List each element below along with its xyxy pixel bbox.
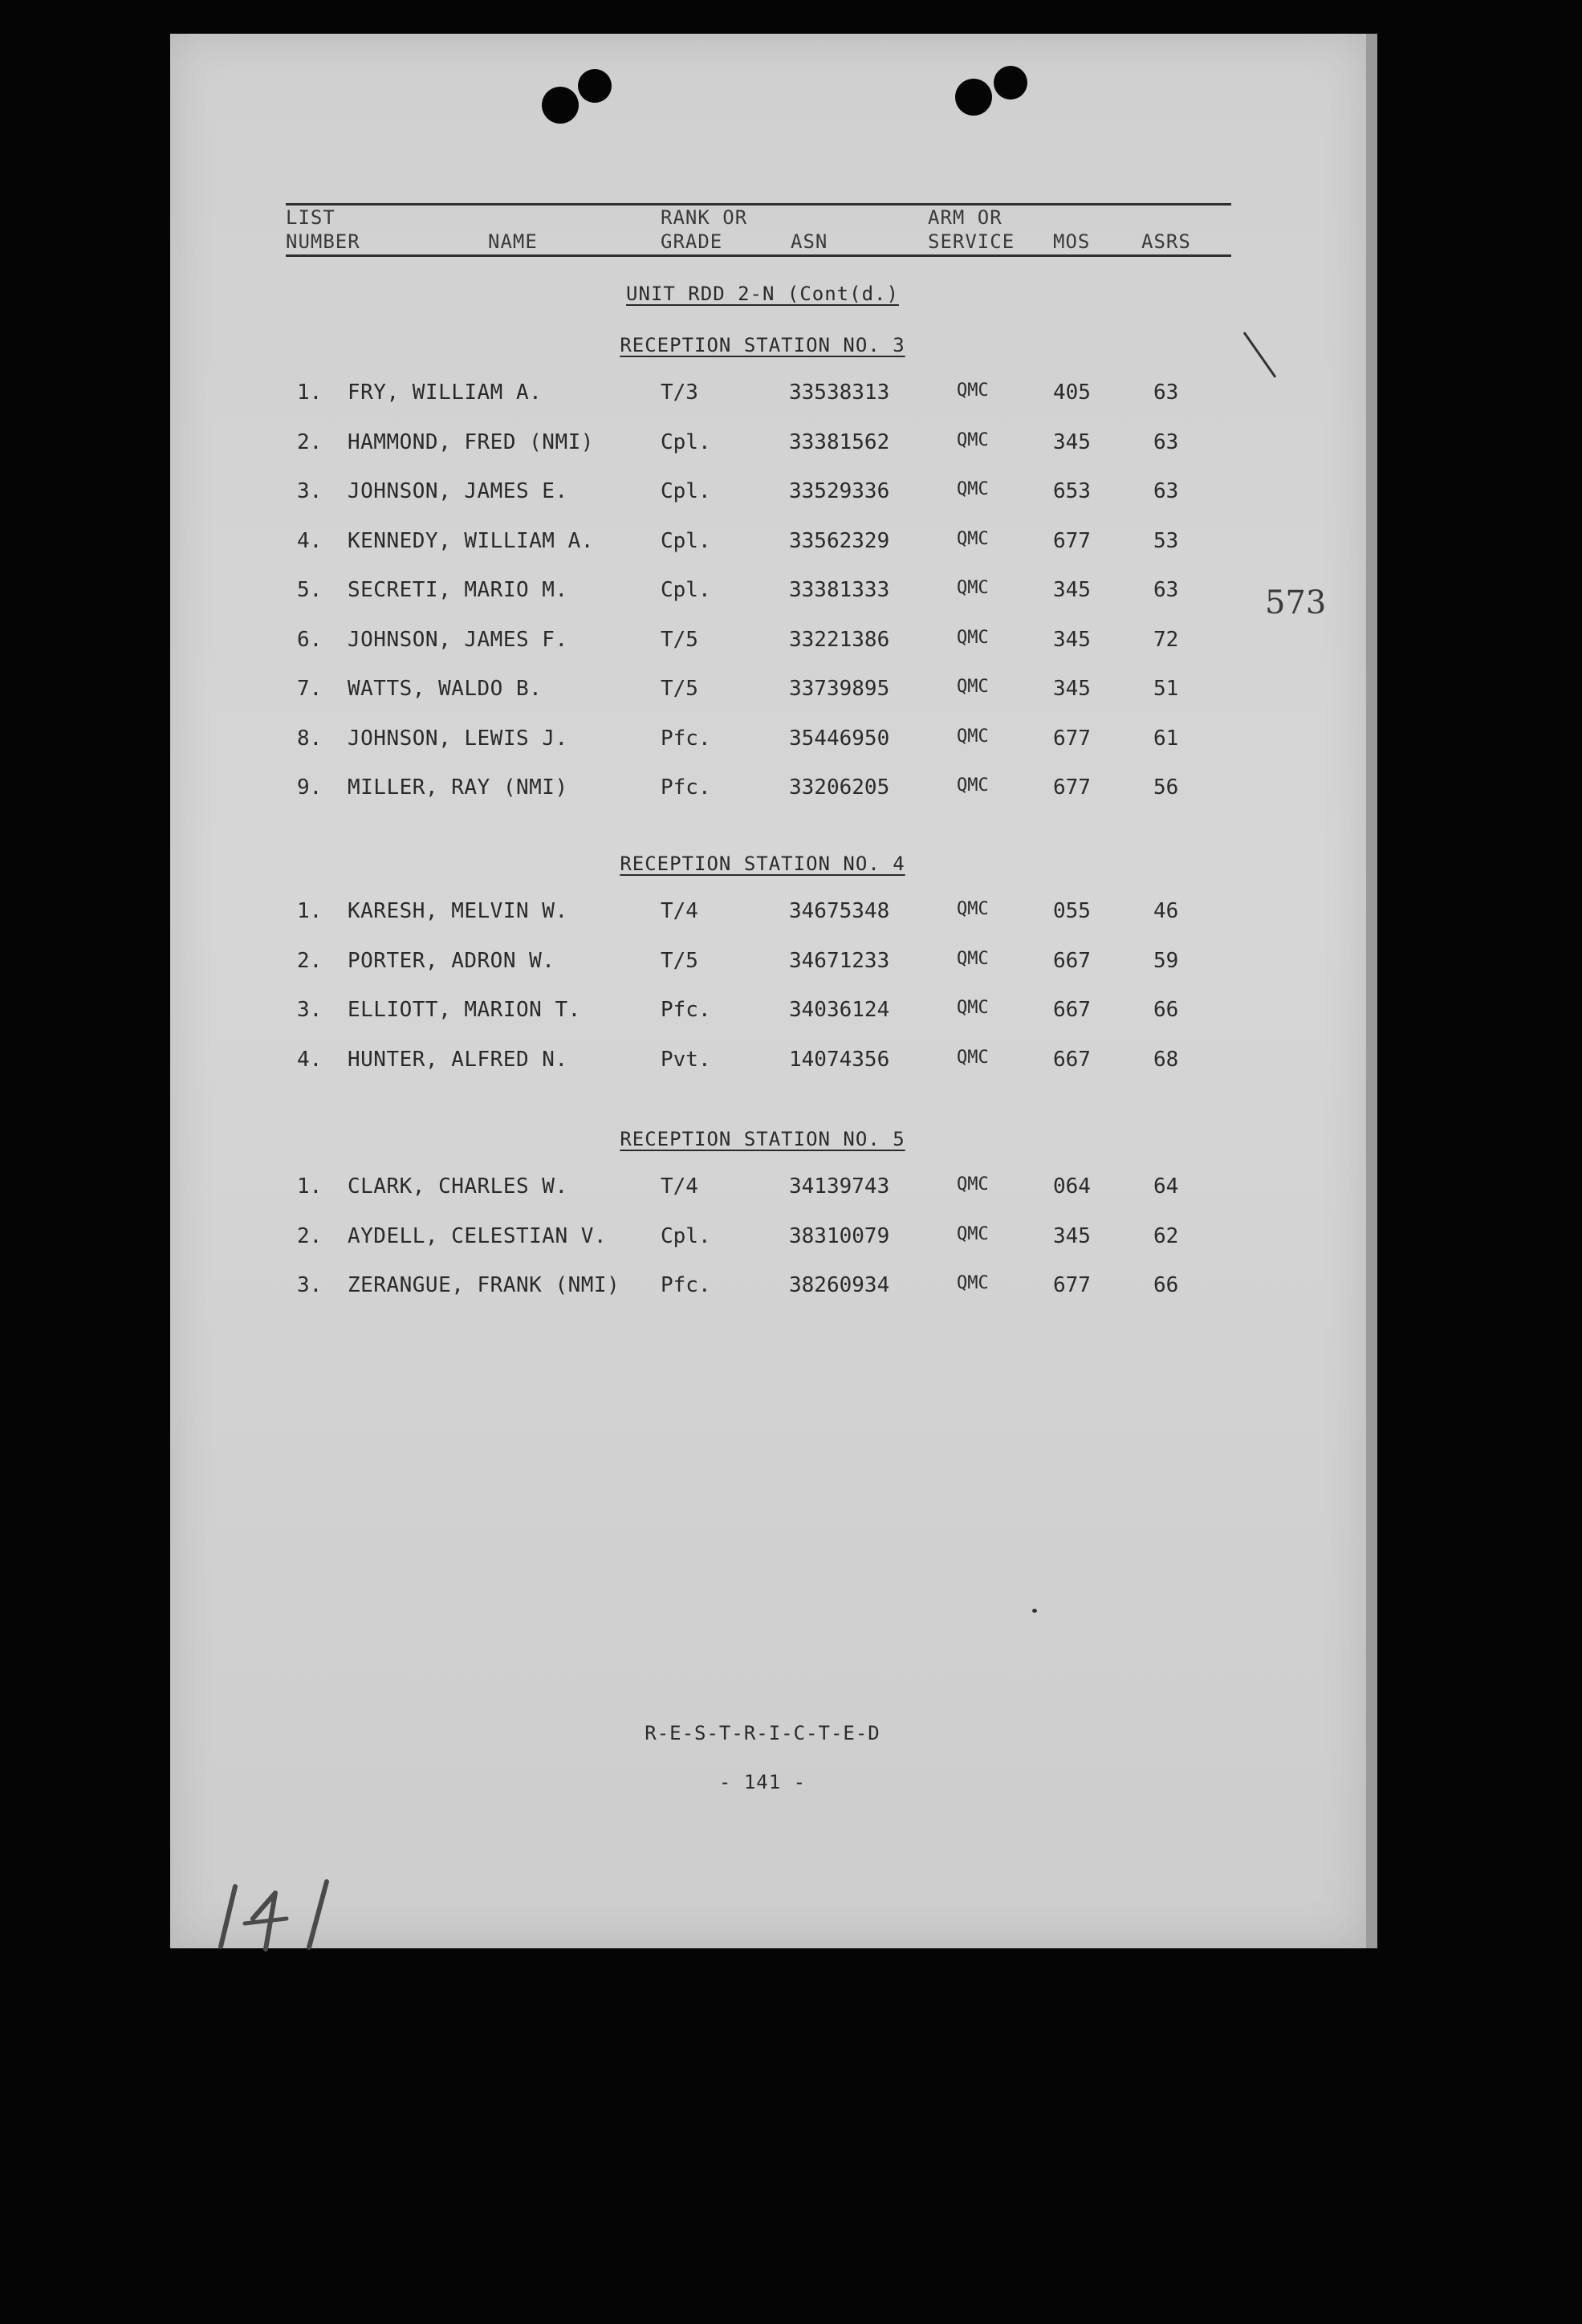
row-name: ELLIOTT, MARION T.: [348, 998, 581, 1022]
row-asn: 34036124: [789, 998, 890, 1022]
section-title-station-3: RECEPTION STATION NO. 3: [620, 334, 905, 356]
row-rank: Pfc.: [661, 1273, 711, 1297]
table-row: [0, 727, 1582, 759]
header-rank-or-grade: RANK OR GRADE: [661, 206, 748, 253]
punch-hole: [955, 79, 992, 116]
section-title-station-5: RECEPTION STATION NO. 5: [620, 1128, 905, 1150]
row-rank: T/4: [661, 1174, 698, 1199]
row-name: SECRETI, MARIO M.: [348, 578, 568, 602]
row-asrs: 56: [1153, 775, 1179, 800]
punch-hole: [542, 87, 579, 124]
row-number: 6.: [297, 627, 323, 652]
row-asrs: 46: [1153, 899, 1179, 923]
table-row: [0, 1048, 1582, 1080]
row-asrs: 66: [1153, 998, 1179, 1022]
classification-marking: R-E-S-T-R-I-C-T-E-D: [645, 1722, 880, 1744]
table-row: [0, 1174, 1582, 1207]
row-asrs: 63: [1153, 381, 1179, 405]
stray-mark: [1032, 1609, 1037, 1613]
row-arm-service: QMC: [957, 528, 989, 549]
row-arm-service: QMC: [957, 1273, 989, 1293]
row-arm-service: QMC: [957, 627, 989, 648]
table-row: [0, 529, 1582, 561]
row-rank: Pvt.: [661, 1047, 711, 1072]
row-rank: Pfc.: [661, 998, 711, 1022]
header-arm-or-service: ARM OR SERVICE: [928, 206, 1015, 253]
row-arm-service: QMC: [957, 948, 989, 969]
row-mos: 064: [1053, 1174, 1091, 1199]
row-number: 1.: [297, 1174, 323, 1199]
row-asn: 34671233: [789, 948, 890, 973]
row-name: KENNEDY, WILLIAM A.: [348, 528, 594, 553]
row-number: 3.: [297, 1273, 323, 1297]
row-arm-service: QMC: [957, 899, 989, 919]
row-name: JOHNSON, LEWIS J.: [348, 726, 568, 751]
row-number: 7.: [297, 677, 323, 701]
row-rank: Pfc.: [661, 726, 711, 751]
table-row: [0, 578, 1582, 610]
row-mos: 345: [1053, 429, 1091, 454]
row-number: 2.: [297, 429, 323, 454]
row-asn: 38260934: [789, 1273, 890, 1297]
row-number: 2.: [297, 1223, 323, 1248]
row-rank: T/5: [661, 948, 698, 973]
section-title-station-4: RECEPTION STATION NO. 4: [620, 853, 905, 875]
row-asrs: 63: [1153, 479, 1179, 503]
row-name: ZERANGUE, FRANK (NMI): [348, 1273, 620, 1297]
row-asrs: 64: [1153, 1174, 1179, 1199]
row-mos: 345: [1053, 627, 1091, 652]
header-asn: ASN: [791, 230, 828, 253]
table-row: [0, 628, 1582, 660]
header-asrs: ASRS: [1141, 230, 1191, 253]
row-arm-service: QMC: [957, 1174, 989, 1195]
table-row: [0, 479, 1582, 511]
row-asn: 14074356: [789, 1047, 890, 1072]
row-mos: 345: [1053, 578, 1091, 602]
row-name: JOHNSON, JAMES E.: [348, 479, 568, 503]
header-list-number: LIST NUMBER: [286, 206, 360, 253]
row-asrs: 51: [1153, 677, 1179, 701]
row-mos: 345: [1053, 1223, 1091, 1248]
row-number: 3.: [297, 998, 323, 1022]
row-number: 4.: [297, 1047, 323, 1072]
row-mos: 677: [1053, 775, 1091, 800]
row-number: 8.: [297, 726, 323, 751]
row-number: 1.: [297, 381, 323, 405]
table-row: [0, 949, 1582, 981]
row-asn: 33739895: [789, 677, 890, 701]
document-page: [170, 34, 1366, 1948]
row-number: 4.: [297, 528, 323, 553]
row-arm-service: QMC: [957, 677, 989, 697]
table-row: [0, 899, 1582, 931]
row-name: MILLER, RAY (NMI): [348, 775, 568, 800]
row-asrs: 53: [1153, 528, 1179, 553]
row-mos: 667: [1053, 948, 1091, 973]
row-arm-service: QMC: [957, 775, 989, 796]
row-mos: 653: [1053, 479, 1091, 503]
row-name: PORTER, ADRON W.: [348, 948, 555, 973]
page-number: - 141 -: [718, 1771, 807, 1793]
unit-title: UNIT RDD 2-N (Cont(d.): [626, 283, 899, 305]
row-name: FRY, WILLIAM A.: [348, 381, 543, 405]
row-rank: Pfc.: [661, 775, 711, 800]
table-row: [0, 381, 1582, 413]
row-mos: 677: [1053, 528, 1091, 553]
punch-hole: [578, 69, 612, 103]
row-arm-service: QMC: [957, 726, 989, 747]
row-name: WATTS, WALDO B.: [348, 677, 543, 701]
marginal-number: 573: [1265, 584, 1327, 621]
row-number: 1.: [297, 899, 323, 923]
row-rank: Cpl.: [661, 429, 711, 454]
header-name: NAME: [488, 230, 538, 253]
row-rank: T/4: [661, 899, 698, 923]
table-row: [0, 998, 1582, 1030]
row-asn: 35446950: [789, 726, 890, 751]
row-rank: Cpl.: [661, 1223, 711, 1248]
row-name: JOHNSON, JAMES F.: [348, 627, 568, 652]
row-asrs: 62: [1153, 1223, 1179, 1248]
row-rank: Cpl.: [661, 578, 711, 602]
row-name: HUNTER, ALFRED N.: [348, 1047, 568, 1072]
row-asrs: 68: [1153, 1047, 1179, 1072]
row-asn: 34139743: [789, 1174, 890, 1199]
table-row: [0, 775, 1582, 808]
row-name: HAMMOND, FRED (NMI): [348, 429, 594, 454]
table-row: [0, 677, 1582, 709]
row-arm-service: QMC: [957, 381, 989, 401]
row-mos: 677: [1053, 1273, 1091, 1297]
header-rule-top: [286, 203, 1231, 206]
row-mos: 667: [1053, 998, 1091, 1022]
row-rank: T/5: [661, 677, 698, 701]
row-asrs: 72: [1153, 627, 1179, 652]
row-number: 3.: [297, 479, 323, 503]
row-asn: 33381333: [789, 578, 890, 602]
row-number: 5.: [297, 578, 323, 602]
row-arm-service: QMC: [957, 429, 989, 450]
header-rule-bottom: [286, 254, 1231, 257]
row-arm-service: QMC: [957, 578, 989, 598]
row-asn: 38310079: [789, 1223, 890, 1248]
row-asrs: 61: [1153, 726, 1179, 751]
table-row: [0, 1224, 1582, 1256]
row-asn: 33206205: [789, 775, 890, 800]
row-number: 2.: [297, 948, 323, 973]
row-asn: 33538313: [789, 381, 890, 405]
row-name: AYDELL, CELESTIAN V.: [348, 1223, 608, 1248]
handwritten-page-number: [197, 1870, 341, 1959]
row-arm-service: QMC: [957, 1047, 989, 1068]
row-asrs: 59: [1153, 948, 1179, 973]
row-mos: 055: [1053, 899, 1091, 923]
row-mos: 345: [1053, 677, 1091, 701]
row-arm-service: QMC: [957, 1223, 989, 1244]
row-asn: 33381562: [789, 429, 890, 454]
row-mos: 667: [1053, 1047, 1091, 1072]
page-edge: [1366, 34, 1377, 1948]
row-mos: 405: [1053, 381, 1091, 405]
row-number: 9.: [297, 775, 323, 800]
header-mos: MOS: [1053, 230, 1091, 253]
row-arm-service: QMC: [957, 479, 989, 499]
row-asrs: 63: [1153, 578, 1179, 602]
row-mos: 677: [1053, 726, 1091, 751]
row-rank: T/3: [661, 381, 698, 405]
row-asn: 33529336: [789, 479, 890, 503]
table-row: [0, 1273, 1582, 1305]
row-asrs: 63: [1153, 429, 1179, 454]
punch-hole: [994, 66, 1027, 100]
row-asn: 34675348: [789, 899, 890, 923]
row-rank: Cpl.: [661, 528, 711, 553]
row-asrs: 66: [1153, 1273, 1179, 1297]
row-rank: T/5: [661, 627, 698, 652]
row-name: CLARK, CHARLES W.: [348, 1174, 568, 1199]
row-rank: Cpl.: [661, 479, 711, 503]
row-asn: 33562329: [789, 528, 890, 553]
row-name: KARESH, MELVIN W.: [348, 899, 568, 923]
table-row: [0, 430, 1582, 462]
row-asn: 33221386: [789, 627, 890, 652]
row-arm-service: QMC: [957, 998, 989, 1018]
